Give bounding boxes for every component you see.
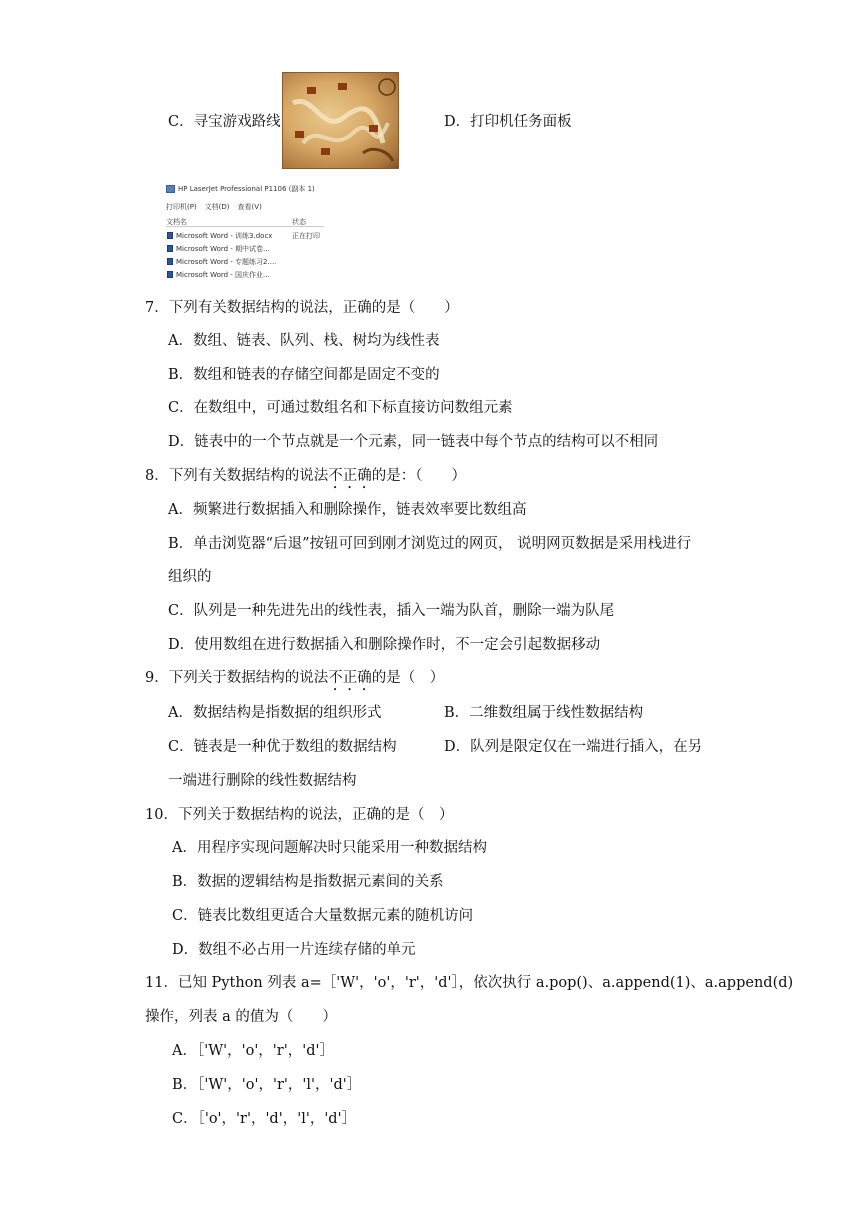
col-document-name: 文档名 bbox=[166, 218, 187, 226]
print-job-row: Microsoft Word - 国庆作业... bbox=[166, 269, 324, 281]
print-job-row: Microsoft Word - 期中试卷... bbox=[166, 243, 324, 255]
q11-stem-line2: 操作，列表 a 的值为（ ） bbox=[145, 1009, 337, 1025]
q8-stem: 8．下列有关数据结构的说法不正确的是：（ ） bbox=[145, 468, 466, 484]
printer-menu bbox=[166, 202, 262, 212]
q8-option-c: C．队列是一种先进先出的线性表，插入一端为队首，删除一端为队尾 bbox=[168, 603, 615, 619]
q11-stem-line1: 11．已知 Python 列表 a=［'W'，'o'，'r'，'d'］，依次执行 a.pop()、a.append(1)、a.append(d) bbox=[145, 975, 794, 991]
q7-stem: 7．下列有关数据结构的说法，正确的是（ ） bbox=[145, 300, 459, 316]
q9-option-c: C．链表是一种优于数组的数据结构 bbox=[168, 739, 397, 755]
q10-option-b: B．数据的逻辑结构是指数据元素间的关系 bbox=[172, 874, 444, 890]
q10-option-c: C．链表比数组更适合大量数据元素的随机访问 bbox=[172, 908, 474, 924]
col-status: 状态 bbox=[292, 218, 306, 226]
printer-task-panel-image bbox=[166, 184, 328, 282]
q8-option-a: A．频繁进行数据插入和删除操作，链表效率要比数组高 bbox=[168, 502, 527, 518]
word-doc-icon bbox=[167, 232, 173, 239]
treasure-map-image bbox=[282, 72, 399, 169]
printer-column-header bbox=[166, 215, 324, 227]
printer-title: HP LaserJet Professional P1106 (副本 1) bbox=[166, 184, 315, 194]
q10-stem: 10．下列关于数据结构的说法，正确的是（ ） bbox=[145, 807, 454, 823]
q9-emphasis: 不正确 bbox=[328, 670, 372, 686]
print-job-row: Microsoft Word - 专题练习2.... bbox=[166, 256, 324, 268]
q9-option-d-line2: 一端进行删除的线性数据结构 bbox=[168, 773, 357, 789]
q10-option-a: A．用程序实现问题解决时只能采用一种数据结构 bbox=[172, 840, 487, 856]
q7-option-c: C．在数组中，可通过数组名和下标直接访问数组元素 bbox=[168, 400, 513, 416]
q9-stem: 9．下列关于数据结构的说法不正确的是（ ） bbox=[145, 670, 445, 686]
q8-emphasis: 不正确 bbox=[328, 468, 372, 484]
q8-option-b-line2: 组织的 bbox=[168, 569, 212, 585]
q7-option-a: A．数组、链表、队列、栈、树均为线性表 bbox=[168, 333, 440, 349]
q11-option-c: C．［'o'，'r'，'d'，'l'，'d'］ bbox=[172, 1111, 357, 1127]
q11-option-b: B．［'W'，'o'，'r'，'l'，'d'］ bbox=[172, 1077, 362, 1093]
q11-option-a: A．［'W'，'o'，'r'，'d'］ bbox=[172, 1043, 334, 1059]
menu-view: 查看(V) bbox=[237, 203, 262, 211]
q9-option-b: B．二维数组属于线性数据结构 bbox=[444, 705, 644, 721]
printer-icon bbox=[166, 185, 175, 193]
q9-option-d-line1: D．队列是限定仅在一端进行插入，在另 bbox=[444, 739, 703, 755]
option-c-treasure-route: C．寻宝游戏路线 bbox=[168, 114, 281, 130]
menu-document: 文档(D) bbox=[204, 203, 230, 211]
q7-option-d: D．链表中的一个节点就是一个元素，同一链表中每个节点的结构可以不相同 bbox=[168, 434, 659, 450]
word-doc-icon bbox=[167, 271, 173, 278]
word-doc-icon bbox=[167, 245, 173, 252]
print-job-row: Microsoft Word - 训练3.docx 正在打印 bbox=[166, 230, 324, 242]
option-d-printer-panel: D．打印机任务面板 bbox=[444, 114, 572, 130]
word-doc-icon bbox=[167, 258, 173, 265]
q10-option-d: D．数组不必占用一片连续存储的单元 bbox=[172, 942, 416, 958]
q8-option-b-line1: B．单击浏览器“后退”按钮可回到刚才浏览过的网页， 说明网页数据是采用栈进行 bbox=[168, 536, 692, 552]
q9-option-a: A．数据结构是指数据的组织形式 bbox=[168, 705, 382, 721]
q7-option-b: B．数组和链表的存储空间都是固定不变的 bbox=[168, 367, 440, 383]
q8-option-d: D．使用数组在进行数据插入和删除操作时，不一定会引起数据移动 bbox=[168, 637, 601, 653]
menu-printer: 打印机(P) bbox=[166, 203, 197, 211]
